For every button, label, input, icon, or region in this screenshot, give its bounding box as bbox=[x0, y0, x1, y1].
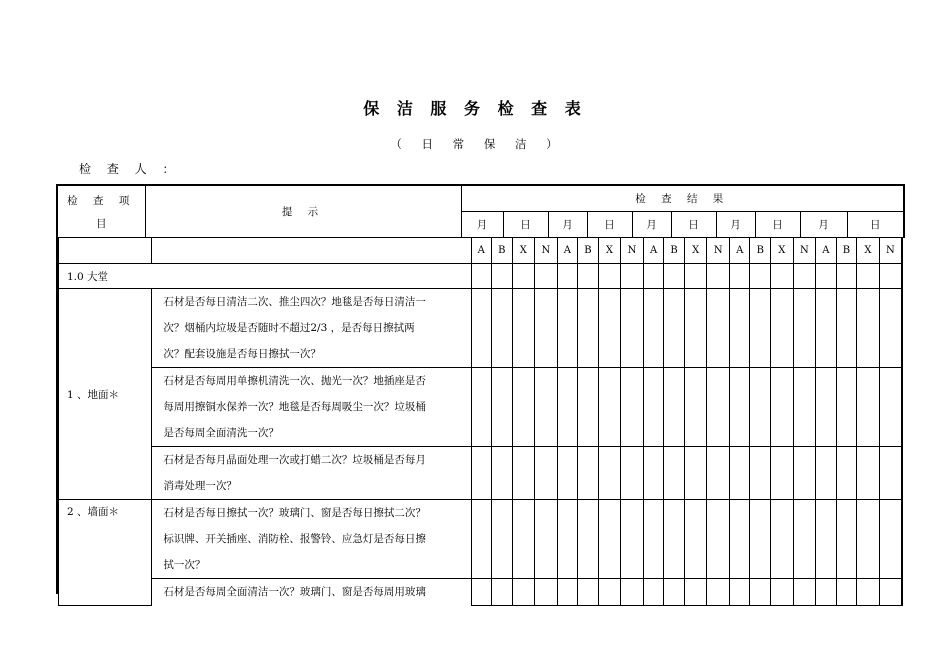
grade-n: N bbox=[535, 238, 558, 264]
hint-line: 石材是否每日擦拭一次？玻璃门、窗是否每日擦拭二次？ bbox=[163, 507, 426, 519]
month-label: 月 bbox=[548, 212, 587, 238]
hint-line: 每周用擦铜水保养一次？地毯是否每周吸尘一次？垃圾桶 bbox=[163, 401, 426, 413]
grade-b: B bbox=[492, 238, 513, 264]
item-floor: 1 、地面＊ bbox=[59, 289, 152, 500]
inspector-label: 检 查 人 ： bbox=[79, 162, 181, 176]
hint-line: 消毒处理一次？ bbox=[163, 480, 237, 492]
grade-a: A bbox=[471, 238, 492, 264]
hint-line: 是否每周全面清洗一次？ bbox=[163, 427, 279, 439]
month-label: 月 bbox=[800, 212, 847, 238]
grade-x: X bbox=[771, 238, 794, 264]
grade-a: A bbox=[643, 238, 664, 264]
grade-b: B bbox=[578, 238, 599, 264]
header-item-bottom: 目 bbox=[96, 217, 107, 230]
day-label: 日 bbox=[755, 212, 800, 238]
hint-line: 拭一次？ bbox=[163, 559, 206, 571]
grade-x: X bbox=[684, 238, 707, 264]
day-label: 日 bbox=[503, 212, 548, 238]
grade-a: A bbox=[816, 238, 837, 264]
hint-cell bbox=[152, 500, 471, 579]
hint-line: 次？配套设施是否每日擦拭一次？ bbox=[163, 348, 321, 360]
grade-b: B bbox=[836, 238, 857, 264]
item-wall: 2 、墙面＊ bbox=[59, 500, 152, 606]
hint-line: 石材是否每日清洁二次、推尘四次？地毯是否每日清洁一 bbox=[163, 296, 426, 308]
grade-x: X bbox=[857, 238, 880, 264]
header-item-cell bbox=[57, 185, 145, 238]
hint-line: 石材是否每周全面清洁一次？玻璃门、窗是否每周用玻璃 bbox=[163, 586, 426, 598]
hint-line: 标识牌、开关插座、消防栓、报警铃、应急灯是否每日擦 bbox=[163, 533, 426, 545]
grade-x: X bbox=[512, 238, 535, 264]
grade-n: N bbox=[793, 238, 816, 264]
checklist-body bbox=[58, 237, 903, 606]
month-label: 月 bbox=[461, 212, 503, 238]
hint-cell bbox=[152, 368, 471, 447]
header-result-cell: 检 查 结 果 bbox=[461, 185, 904, 212]
month-label: 月 bbox=[632, 212, 671, 238]
grade-header-row bbox=[59, 238, 903, 264]
checklist-header bbox=[56, 184, 905, 238]
day-label: 日 bbox=[847, 212, 904, 238]
hint-line: 石材是否每周用单擦机清洗一次、抛光一次？地插座是否 bbox=[163, 375, 426, 387]
hint-cell bbox=[152, 447, 471, 500]
grade-n: N bbox=[707, 238, 730, 264]
month-label: 月 bbox=[716, 212, 755, 238]
table-row bbox=[59, 579, 903, 606]
table-row bbox=[59, 289, 903, 368]
page-subtitle: （ 日 常 保 洁 ） bbox=[390, 137, 560, 151]
page-title: 保 洁 服 务 检 查 表 bbox=[363, 99, 587, 118]
section-title: 1.0 大堂 bbox=[59, 264, 472, 289]
hint-line: 次？烟桶内垃圾是否随时不超过2/3 ，是否每日擦拭两 bbox=[163, 322, 415, 334]
header-hint-cell: 提 示 bbox=[145, 185, 461, 238]
grade-b: B bbox=[750, 238, 771, 264]
day-label: 日 bbox=[671, 212, 716, 238]
hint-cell bbox=[152, 579, 471, 606]
table-row bbox=[59, 368, 903, 447]
grade-x: X bbox=[598, 238, 621, 264]
grade-n: N bbox=[879, 238, 902, 264]
day-label: 日 bbox=[587, 212, 632, 238]
grade-b: B bbox=[664, 238, 685, 264]
header-item-top: 检 查 项 bbox=[67, 194, 136, 207]
table-row bbox=[59, 447, 903, 500]
table-row bbox=[59, 500, 903, 579]
grade-a: A bbox=[729, 238, 750, 264]
hint-line: 石材是否每月晶面处理一次或打蜡二次？垃圾桶是否每月 bbox=[163, 454, 426, 466]
grade-n: N bbox=[621, 238, 644, 264]
hint-cell bbox=[152, 289, 471, 368]
grade-a: A bbox=[557, 238, 578, 264]
section-row bbox=[59, 264, 903, 289]
